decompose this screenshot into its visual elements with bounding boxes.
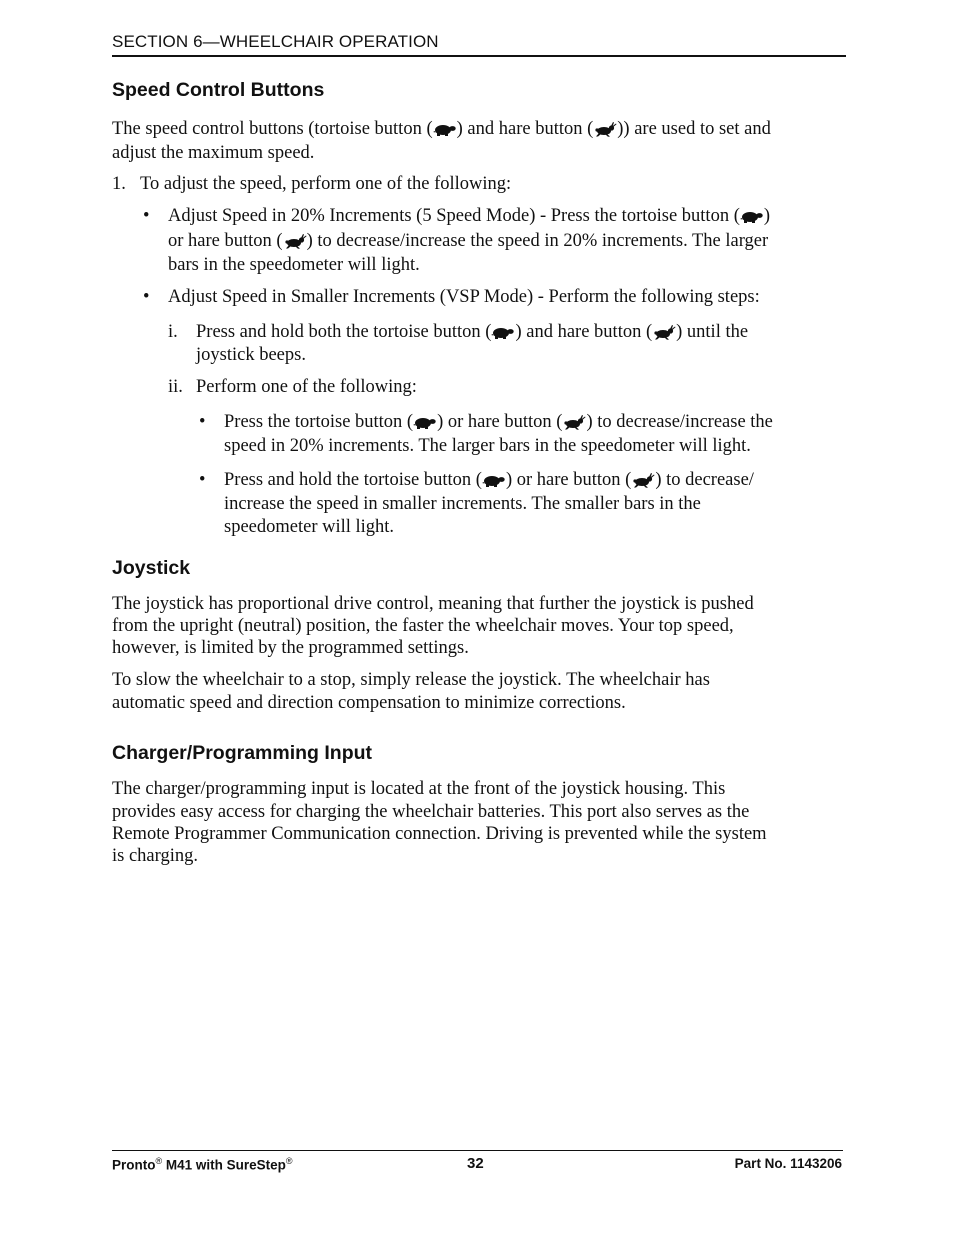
charger-line1: The charger/programming input is located at the front of the joystick housing. This bbox=[112, 779, 726, 799]
registered-mark: ® bbox=[155, 1156, 163, 1166]
hare-icon bbox=[631, 473, 655, 488]
text: ) to decrease/ bbox=[655, 470, 754, 490]
subbullet1-line2: speed in 20% increments. The larger bars in the speedometer will light. bbox=[224, 436, 751, 456]
charger-line4: is charging. bbox=[112, 846, 198, 866]
text: Press and hold the tortoise button ( bbox=[224, 470, 482, 490]
joystick-p1-line3: however, is limited by the programmed settings. bbox=[112, 638, 469, 658]
bullet1-line2 bbox=[168, 230, 768, 253]
charger-heading: Charger/Programming Input bbox=[112, 742, 373, 764]
text: Press the tortoise button ( bbox=[224, 412, 414, 432]
tortoise-icon bbox=[433, 122, 457, 137]
text: M41 with SureStep bbox=[162, 1157, 286, 1173]
footer-product bbox=[112, 1156, 293, 1173]
text: The speed control buttons (tortoise button ( bbox=[112, 119, 433, 139]
subbullet2-line3: speedometer will light. bbox=[224, 517, 395, 537]
text: Adjust Speed in 20% Increments (5 Speed Mode) - Press the tortoise button ( bbox=[168, 206, 740, 226]
hare-icon bbox=[593, 122, 617, 137]
text: ) to decrease/increase the bbox=[586, 412, 773, 432]
text: ) and hare button ( bbox=[456, 119, 594, 139]
charger-line2: provides easy access for charging the wheelchair batteries. This port also serves as the bbox=[112, 802, 750, 822]
page-number: 32 bbox=[467, 1155, 484, 1172]
joystick-p2-line1: To slow the wheelchair to a stop, simply release the joystick. The wheelchair has bbox=[112, 670, 710, 690]
subbullet2-line2: increase the speed in smaller increments. The smaller bars in the bbox=[224, 494, 701, 514]
substep-ii-text: Perform one of the following: bbox=[196, 377, 417, 397]
registered-mark: ® bbox=[285, 1156, 293, 1166]
bullet: • bbox=[199, 412, 206, 432]
charger-line3: Remote Programmer Communication connection. Driving is prevented while the system bbox=[112, 824, 767, 844]
bullet: • bbox=[143, 206, 150, 226]
joystick-p2-line2: automatic speed and direction compensation to minimize corrections. bbox=[112, 693, 626, 713]
bullet1-line1 bbox=[168, 205, 770, 228]
text: ) to decrease/increase the speed in 20% increments. The larger bbox=[306, 231, 769, 251]
tortoise-icon bbox=[413, 415, 437, 430]
hare-icon bbox=[652, 325, 676, 340]
step1-text: To adjust the speed, perform one of the following: bbox=[140, 174, 512, 194]
hare-icon bbox=[283, 234, 307, 249]
tortoise-icon bbox=[740, 209, 764, 224]
step-number: 1. bbox=[112, 174, 126, 194]
text: ) bbox=[763, 206, 771, 226]
tortoise-icon bbox=[482, 473, 506, 488]
tortoise-icon bbox=[491, 325, 515, 340]
substep-i-line2: joystick beeps. bbox=[196, 345, 306, 365]
bullet: • bbox=[143, 287, 150, 307]
footer-divider bbox=[112, 1150, 843, 1151]
part-number: Part No. 1143206 bbox=[734, 1156, 842, 1171]
text: or hare button ( bbox=[168, 231, 283, 251]
substep-number: i. bbox=[168, 322, 178, 342]
hare-icon bbox=[562, 415, 586, 430]
bullet: • bbox=[199, 470, 206, 490]
speed-control-heading: Speed Control Buttons bbox=[112, 79, 325, 101]
speed-intro-line1 bbox=[112, 118, 771, 141]
text: Press and hold both the tortoise button ( bbox=[196, 322, 492, 342]
text: ) or hare button ( bbox=[437, 412, 563, 432]
text: ) until the bbox=[676, 322, 749, 342]
joystick-p1-line1: The joystick has proportional drive control, meaning that further the joystick is pushed bbox=[112, 594, 754, 614]
substep-i-line1 bbox=[196, 321, 748, 344]
bullet1-line3: bars in the speedometer will light. bbox=[168, 255, 420, 275]
text: )) are used to set and bbox=[617, 119, 771, 139]
substep-number: ii. bbox=[168, 377, 183, 397]
joystick-heading: Joystick bbox=[112, 557, 191, 579]
header-divider bbox=[112, 55, 846, 57]
text: ) or hare button ( bbox=[505, 470, 632, 490]
text: Pronto bbox=[112, 1157, 156, 1173]
bullet2-text: Adjust Speed in Smaller Increments (VSP Mode) - Perform the following steps: bbox=[168, 287, 760, 307]
subbullet2-line1 bbox=[224, 469, 754, 492]
speed-intro-line2: adjust the maximum speed. bbox=[112, 143, 315, 163]
joystick-p1-line2: from the upright (neutral) position, the faster the wheelchair moves. Your top speed, bbox=[112, 616, 734, 636]
section-header: SECTION 6—WHEELCHAIR OPERATION bbox=[112, 32, 439, 51]
text: ) and hare button ( bbox=[515, 322, 653, 342]
subbullet1-line1 bbox=[224, 411, 773, 434]
